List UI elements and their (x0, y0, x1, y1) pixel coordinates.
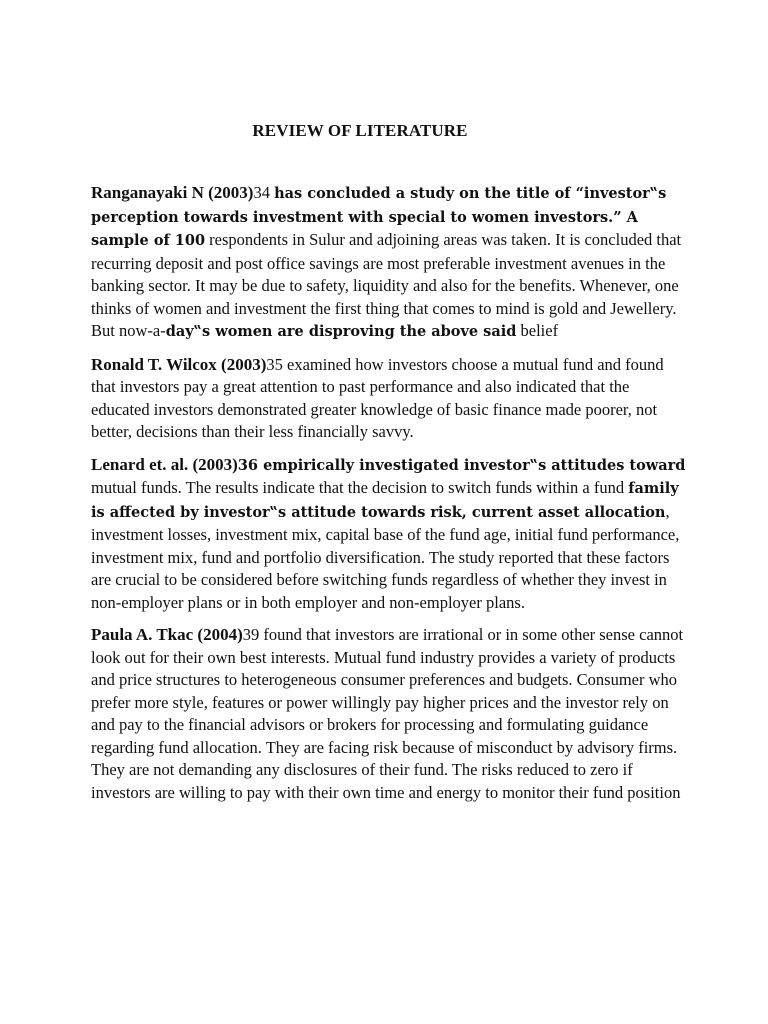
reference-number: 34 (253, 183, 275, 202)
paragraph-text: , investment losses, investment mix, capital base of the fund age, initial fund performance, investment mix, fund and portfolio diversification. The study reported that these factors are crucial to be considered before switching funds regardless of whether they invest in non-employer plans or in both employer and non-employer plans. (91, 501, 680, 612)
paragraph-text: 39 found that investors are irrational or in some other sense cannot look out for their own best interests. Mutual fund industry provides a variety of products and price structures to heterogeneous consumer preferences and budgets. Consumer who prefer more style, features or power willingly pay higher prices and the investor rely on and pay to the financial advisors or brokers for processing and formulating guidance regarding fund allocation. They are facing risk because of misconduct by advisory firms. They are not demanding any disclosures of their fund. The risks reduced to zero if investors are willing to pay with their own time and energy to monitor their fund position (91, 625, 684, 802)
paragraph-text: belief (516, 321, 559, 340)
author-citation: Paula A. Tkac (2004) (91, 625, 243, 644)
paragraph-text: mutual funds. The results indicate that the decision to switch funds within a fund (91, 478, 629, 497)
author-citation: Lenard et. al. (2003) (91, 454, 238, 474)
author-citation: Ranganayaki N (2003) (91, 183, 254, 202)
highlighted-text: day‟s women are disproving the above said (165, 323, 517, 340)
highlighted-text: family is affected by investor‟s attitude towards risk, current asset allocation (91, 480, 679, 521)
paragraph-text: 35 examined how investors choose a mutual fund and found that investors pay a great attention to past performance and also indicated that the educated investors demonstrated greater knowledge of basic finance made poorer, not better, decisions than their less financially savvy. (91, 354, 664, 441)
paragraph-lenard (91, 454, 691, 615)
page-title: REVIEW OF LITERATURE (252, 121, 468, 140)
paragraph-ranganayaki (91, 182, 691, 344)
highlighted-text: has concluded a study on the title of “investor‟s perception towards investment with special to women investors.” A sample of 100 (91, 185, 667, 249)
paragraph-wilcox (91, 354, 691, 444)
paragraph-text: respondents in Sulur and adjoining areas was taken. It is concluded that recurring deposit and post office savings are most preferable investment avenues in the banking sector. It may be due to safety, liquidity and also for the benefits. Whenever, one thinks of women and investment the first thing that comes to mind is gold and Jewellery. But now-a- (91, 230, 682, 340)
paragraph-tkac (91, 624, 691, 804)
literature-review-body (91, 182, 691, 814)
highlighted-text: 36 empirically investigated investor‟s attitudes toward (237, 456, 686, 474)
author-citation: Ronald T. Wilcox (2003) (91, 354, 267, 374)
